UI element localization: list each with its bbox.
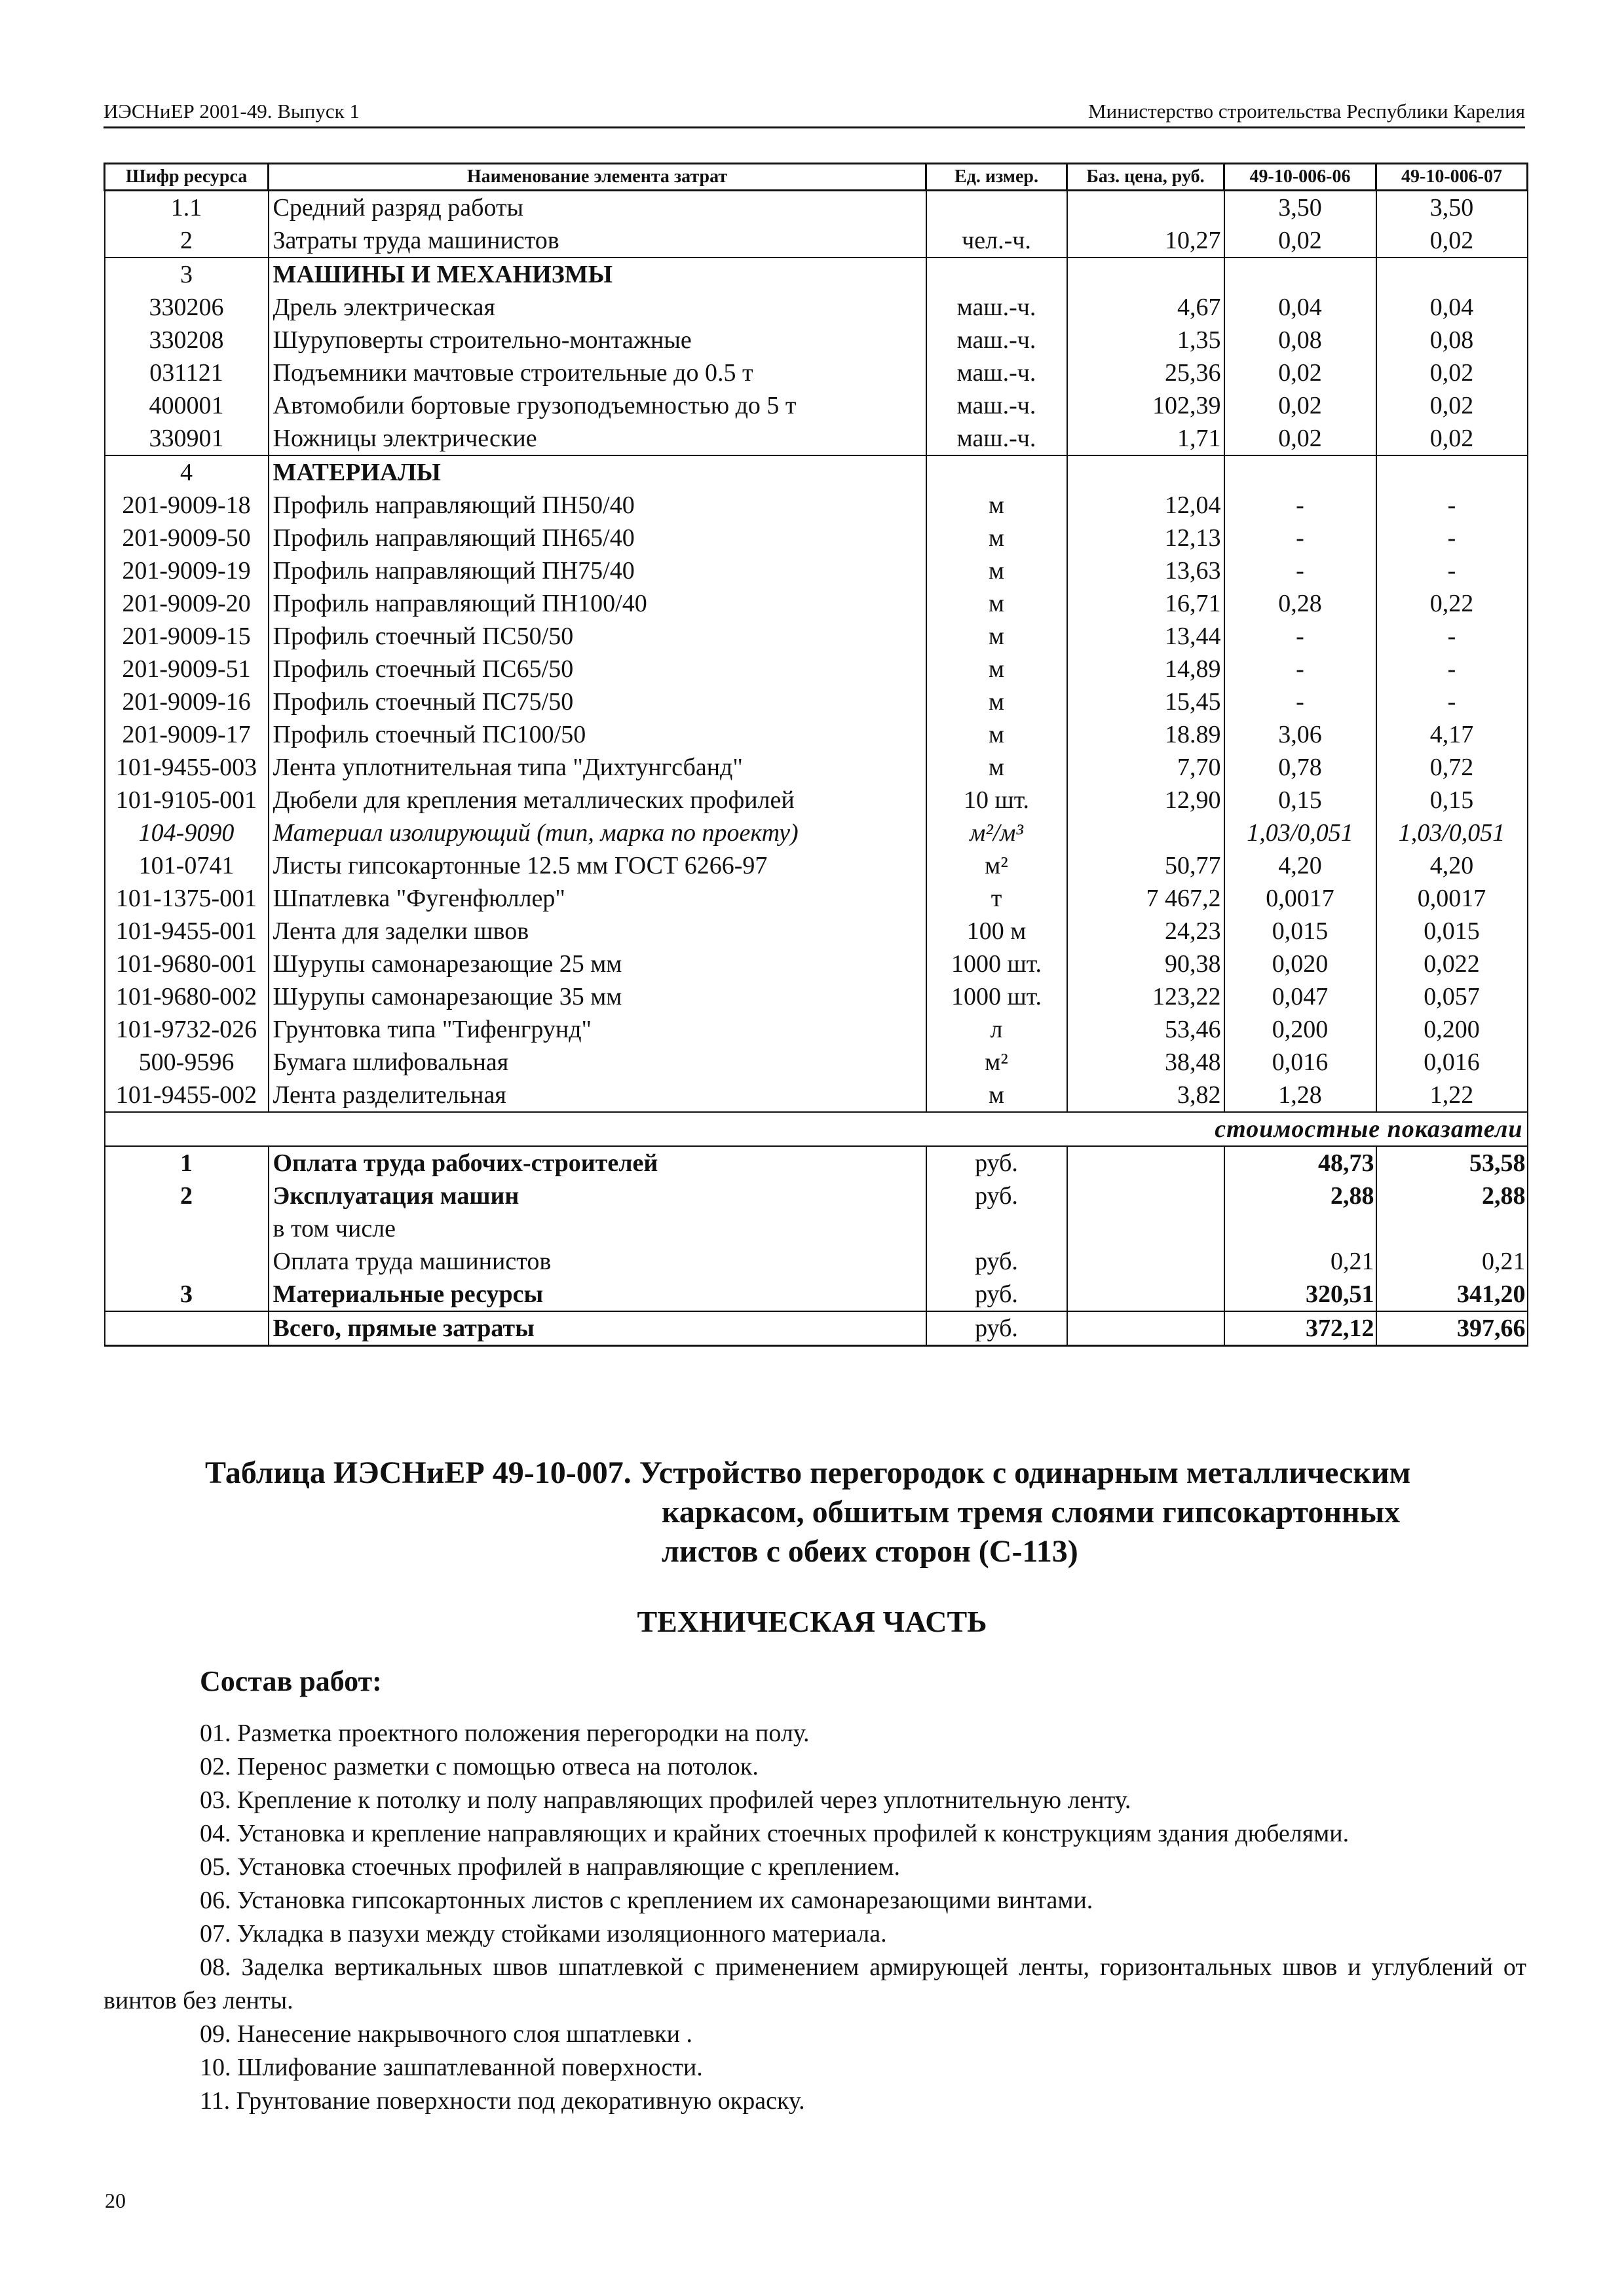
work-step: 03. Крепление к потолку и полу направляющих профилей через уплотнительную ленту. — [200, 1786, 1131, 1814]
cell-unit: маш.-ч. — [926, 356, 1067, 389]
table-row — [105, 1013, 1528, 1046]
work-step: 09. Нанесение накрывочного слоя шпатлевки . — [200, 2020, 692, 2048]
cell-v1: 0,04 — [1224, 291, 1376, 324]
cell-v2: 0,04 — [1376, 291, 1528, 324]
cell-name: Лента уплотнительная типа "Дихтунгсбанд" — [269, 751, 926, 784]
cell-price: 7,70 — [1067, 751, 1224, 784]
cell-code: 101-9732-026 — [105, 1013, 269, 1046]
cell-name: Шурупы самонарезающие 25 мм — [269, 948, 926, 980]
cell-v2 — [1376, 1212, 1528, 1245]
work-composition-heading: Состав работ: — [200, 1665, 382, 1697]
cell-price: 1,35 — [1067, 324, 1224, 356]
cell-price: 25,36 — [1067, 356, 1224, 389]
cell-name: Бумага шлифовальная — [269, 1046, 926, 1079]
section-title-line3: листов с обеих сторон (С-113) — [662, 1534, 1078, 1569]
work-step: 08. Заделка вертикальных швов шпатлевкой с применением армирующей ленты, горизонтальных швов и углублений от винтов без ленты. — [104, 1953, 1526, 2014]
cell-code: 201-9009-15 — [105, 620, 269, 653]
cost-header: стоимостные показатели — [105, 1112, 1528, 1146]
table-row — [105, 291, 1528, 324]
cell-v1 — [1224, 258, 1376, 291]
cell-name: Листы гипсокартонные 12.5 мм ГОСТ 6266-97 — [269, 849, 926, 882]
cell-unit: руб. — [926, 1146, 1067, 1180]
cell-unit: м — [926, 620, 1067, 653]
cell-name: Автомобили бортовые грузоподъемностью до 5 т — [269, 389, 926, 422]
cell-v2: - — [1376, 489, 1528, 522]
cell-code: 1.1 — [105, 191, 269, 225]
table-row — [105, 224, 1528, 258]
cell-unit: маш.-ч. — [926, 324, 1067, 356]
cell-v1: - — [1224, 522, 1376, 554]
col-header-price: Баз. цена, руб. — [1067, 164, 1224, 191]
cell-price: 123,22 — [1067, 980, 1224, 1013]
cell-unit: м — [926, 718, 1067, 751]
cell-unit: 1000 шт. — [926, 948, 1067, 980]
cell-price — [1067, 1245, 1224, 1278]
cell-v2: 341,20 — [1376, 1278, 1528, 1311]
cell-v2: 2,88 — [1376, 1180, 1528, 1212]
cell-price: 18.89 — [1067, 718, 1224, 751]
cell-v1: 0,020 — [1224, 948, 1376, 980]
cell-v1 — [1224, 1212, 1376, 1245]
cell-v1: 0,016 — [1224, 1046, 1376, 1079]
cell-v2: 0,22 — [1376, 587, 1528, 620]
table-row — [105, 389, 1528, 422]
table-row — [105, 915, 1528, 948]
cell-name: Всего, прямые затраты — [269, 1311, 926, 1346]
cell-price: 102,39 — [1067, 389, 1224, 422]
cell-v2: 1,03/0,051 — [1376, 817, 1528, 849]
cell-name: Профиль стоечный ПС75/50 — [269, 685, 926, 718]
cell-code: 3 — [105, 258, 269, 291]
col-header-v2: 49-10-006-07 — [1376, 164, 1528, 191]
cell-v2: - — [1376, 554, 1528, 587]
cell-name: Профиль направляющий ПН100/40 — [269, 587, 926, 620]
cell-name: МАТЕРИАЛЫ — [269, 455, 926, 489]
cell-price — [1067, 191, 1224, 225]
cell-name: Эксплуатация машин — [269, 1180, 926, 1212]
cell-v1: 3,06 — [1224, 718, 1376, 751]
cell-name: Шурупы самонарезающие 35 мм — [269, 980, 926, 1013]
cell-price — [1067, 1146, 1224, 1180]
cell-unit: м — [926, 1079, 1067, 1112]
cell-v2: 53,58 — [1376, 1146, 1528, 1180]
cell-price: 3,82 — [1067, 1079, 1224, 1112]
cell-v2: - — [1376, 685, 1528, 718]
cell-name: Лента для заделки швов — [269, 915, 926, 948]
cell-v1: - — [1224, 620, 1376, 653]
cell-v1: - — [1224, 489, 1376, 522]
cell-unit: м — [926, 489, 1067, 522]
cell-price: 16,71 — [1067, 587, 1224, 620]
cell-name: Дрель электрическая — [269, 291, 926, 324]
cell-code: 201-9009-18 — [105, 489, 269, 522]
cell-v1: 1,28 — [1224, 1079, 1376, 1112]
cell-code: 101-9680-002 — [105, 980, 269, 1013]
cell-name: Оплата труда рабочих-строителей — [269, 1146, 926, 1180]
cell-code: 101-9455-003 — [105, 751, 269, 784]
cost-row — [105, 1245, 1528, 1278]
cell-price — [1067, 1212, 1224, 1245]
cell-unit: 1000 шт. — [926, 980, 1067, 1013]
work-step: 04. Установка и крепление направляющих и крайних стоечных профилей к конструкциям здания дюбелями. — [200, 1820, 1350, 1847]
cell-v2: 0,057 — [1376, 980, 1528, 1013]
cell-unit: м — [926, 522, 1067, 554]
table-row — [105, 1046, 1528, 1079]
work-steps-list — [104, 1717, 1526, 2118]
cell-code: 101-9680-001 — [105, 948, 269, 980]
work-step: 10. Шлифование зашпатлеванной поверхности. — [200, 2054, 703, 2081]
cell-code: 201-9009-50 — [105, 522, 269, 554]
cell-code: 1 — [105, 1146, 269, 1180]
table-row — [105, 1079, 1528, 1112]
section-title — [205, 1453, 1535, 1571]
cell-v2: 0,08 — [1376, 324, 1528, 356]
cell-v1: 0,78 — [1224, 751, 1376, 784]
table-row — [105, 587, 1528, 620]
cell-v2: 3,50 — [1376, 191, 1528, 225]
cell-name: Шпатлевка "Фугенфюллер" — [269, 882, 926, 915]
cell-name: Шуруповерты строительно-монтажные — [269, 324, 926, 356]
cell-price: 1,71 — [1067, 422, 1224, 455]
table-row — [105, 455, 1528, 489]
cell-price — [1067, 1311, 1224, 1346]
cell-v1: 1,03/0,051 — [1224, 817, 1376, 849]
cell-v2: 0,15 — [1376, 784, 1528, 817]
work-step: 05. Установка стоечных профилей в направляющие с креплением. — [200, 1853, 900, 1881]
cell-code: 2 — [105, 1180, 269, 1212]
table-row — [105, 849, 1528, 882]
cell-v1: 0,08 — [1224, 324, 1376, 356]
work-step: 01. Разметка проектного положения перегородки на полу. — [200, 1720, 810, 1747]
cell-v1: 0,047 — [1224, 980, 1376, 1013]
col-header-v1: 49-10-006-06 — [1224, 164, 1376, 191]
table-row — [105, 324, 1528, 356]
cell-v1: - — [1224, 653, 1376, 685]
header-left: ИЭСНиЕР 2001-49. Выпуск 1 — [104, 100, 360, 123]
cell-price: 15,45 — [1067, 685, 1224, 718]
col-header-name: Наименование элемента затрат — [269, 164, 926, 191]
cell-v2: 0,02 — [1376, 224, 1528, 258]
cell-price: 7 467,2 — [1067, 882, 1224, 915]
table-row — [105, 653, 1528, 685]
cell-price: 24,23 — [1067, 915, 1224, 948]
cell-v2: 0,200 — [1376, 1013, 1528, 1046]
cell-v1: 320,51 — [1224, 1278, 1376, 1311]
cell-unit: руб. — [926, 1180, 1067, 1212]
cell-code: 101-0741 — [105, 849, 269, 882]
cell-v2: 0,0017 — [1376, 882, 1528, 915]
cell-price: 53,46 — [1067, 1013, 1224, 1046]
cell-unit: м — [926, 587, 1067, 620]
cell-unit: маш.-ч. — [926, 422, 1067, 455]
cell-v1: 0,200 — [1224, 1013, 1376, 1046]
cell-name: Профиль стоечный ПС50/50 — [269, 620, 926, 653]
cell-code: 104-9090 — [105, 817, 269, 849]
section-title-line2: каркасом, обшитым тремя слоями гипсокартонных — [662, 1495, 1401, 1529]
cell-name: Профиль направляющий ПН65/40 — [269, 522, 926, 554]
cell-code: 031121 — [105, 356, 269, 389]
cost-row — [105, 1212, 1528, 1245]
cell-price — [1067, 1180, 1224, 1212]
cell-name: Профиль направляющий ПН50/40 — [269, 489, 926, 522]
cost-row-total — [105, 1311, 1528, 1346]
cell-v2: 0,02 — [1376, 389, 1528, 422]
cell-name: Затраты труда машинистов — [269, 224, 926, 258]
cell-name: Подъемники мачтовые строительные до 0.5 т — [269, 356, 926, 389]
table-row — [105, 356, 1528, 389]
cell-v2: 397,66 — [1376, 1311, 1528, 1346]
cell-v2: 0,21 — [1376, 1245, 1528, 1278]
cell-unit — [926, 258, 1067, 291]
table-row — [105, 685, 1528, 718]
cell-v1: 0,0017 — [1224, 882, 1376, 915]
table-row — [105, 948, 1528, 980]
cost-row — [105, 1278, 1528, 1311]
header-right: Министерство строительства Республики Карелия — [1088, 100, 1525, 123]
cell-unit: маш.-ч. — [926, 291, 1067, 324]
cell-unit: 100 м — [926, 915, 1067, 948]
cell-v2: 0,015 — [1376, 915, 1528, 948]
cell-price: 50,77 — [1067, 849, 1224, 882]
cell-v1: 372,12 — [1224, 1311, 1376, 1346]
cell-unit: руб. — [926, 1245, 1067, 1278]
cell-code: 2 — [105, 224, 269, 258]
cell-code: 101-9455-002 — [105, 1079, 269, 1112]
cell-unit — [926, 191, 1067, 225]
cost-row — [105, 1180, 1528, 1212]
table-row — [105, 817, 1528, 849]
cell-unit: м — [926, 751, 1067, 784]
cell-v1: 0,28 — [1224, 587, 1376, 620]
cell-v1: 4,20 — [1224, 849, 1376, 882]
cell-price — [1067, 1278, 1224, 1311]
cell-code: 330206 — [105, 291, 269, 324]
table-row — [105, 258, 1528, 291]
cell-v1: 0,21 — [1224, 1245, 1376, 1278]
cell-name: Профиль стоечный ПС65/50 — [269, 653, 926, 685]
cell-code: 101-9455-001 — [105, 915, 269, 948]
cell-v2: 0,02 — [1376, 422, 1528, 455]
cell-code: 330208 — [105, 324, 269, 356]
cell-name: Грунтовка типа "Тифенгрунд" — [269, 1013, 926, 1046]
cell-price: 12,90 — [1067, 784, 1224, 817]
cell-v1: 0,15 — [1224, 784, 1376, 817]
cost-row — [105, 1146, 1528, 1180]
table-row — [105, 718, 1528, 751]
work-step: 06. Установка гипсокартонных листов с креплением их самонарезающими винтами. — [200, 1887, 1093, 1914]
cell-price: 12,04 — [1067, 489, 1224, 522]
cell-v1: 3,50 — [1224, 191, 1376, 225]
cell-price — [1067, 455, 1224, 489]
cell-v1: 48,73 — [1224, 1146, 1376, 1180]
cell-name: Оплата труда машинистов — [269, 1245, 926, 1278]
table-row — [105, 489, 1528, 522]
cell-v1: 2,88 — [1224, 1180, 1376, 1212]
cell-price — [1067, 817, 1224, 849]
cell-price: 10,27 — [1067, 224, 1224, 258]
cell-code: 500-9596 — [105, 1046, 269, 1079]
cell-unit: 10 шт. — [926, 784, 1067, 817]
cell-v2: 0,022 — [1376, 948, 1528, 980]
cell-v2: 0,02 — [1376, 356, 1528, 389]
cell-v2: 1,22 — [1376, 1079, 1528, 1112]
cell-name: в том числе — [269, 1212, 926, 1245]
cell-code — [105, 1212, 269, 1245]
cell-code: 101-9105-001 — [105, 784, 269, 817]
table-row — [105, 522, 1528, 554]
cell-code: 330901 — [105, 422, 269, 455]
cell-price: 38,48 — [1067, 1046, 1224, 1079]
cell-price: 4,67 — [1067, 291, 1224, 324]
cell-unit: м²/м³ — [926, 817, 1067, 849]
cell-price: 13,63 — [1067, 554, 1224, 587]
cell-unit — [926, 455, 1067, 489]
col-header-code: Шифр ресурса — [105, 164, 269, 191]
table-row — [105, 751, 1528, 784]
cell-unit: л — [926, 1013, 1067, 1046]
cell-v2 — [1376, 258, 1528, 291]
resource-table — [104, 163, 1528, 1347]
cell-unit: т — [926, 882, 1067, 915]
cell-unit: м² — [926, 849, 1067, 882]
page-number: 20 — [105, 2189, 126, 2212]
section-title-line1: Таблица ИЭСНиЕР 49-10-007. Устройство перегородок с одинарным металлическим — [205, 1455, 1411, 1490]
cell-unit: руб. — [926, 1311, 1067, 1346]
cell-code: 4 — [105, 455, 269, 489]
cell-unit: м — [926, 554, 1067, 587]
cell-v1: - — [1224, 685, 1376, 718]
cell-code: 201-9009-20 — [105, 587, 269, 620]
table-row — [105, 191, 1528, 225]
cell-v2: - — [1376, 653, 1528, 685]
cell-code: 201-9009-17 — [105, 718, 269, 751]
cell-price — [1067, 258, 1224, 291]
cell-code: 400001 — [105, 389, 269, 422]
cell-code: 201-9009-51 — [105, 653, 269, 685]
table-row — [105, 422, 1528, 455]
cell-name: Дюбели для крепления металлических профилей — [269, 784, 926, 817]
table-row — [105, 980, 1528, 1013]
table-row — [105, 620, 1528, 653]
work-step: 02. Перенос разметки с помощью отвеса на потолок. — [200, 1753, 759, 1780]
cell-unit: чел.-ч. — [926, 224, 1067, 258]
table-row — [105, 882, 1528, 915]
cell-name: Материальные ресурсы — [269, 1278, 926, 1311]
cell-price: 12,13 — [1067, 522, 1224, 554]
cell-v2: 4,20 — [1376, 849, 1528, 882]
table-header-row — [105, 164, 1528, 191]
cell-code — [105, 1311, 269, 1346]
cell-v1: 0,02 — [1224, 224, 1376, 258]
cell-v2: - — [1376, 522, 1528, 554]
cell-v2: 0,72 — [1376, 751, 1528, 784]
cell-unit — [926, 1212, 1067, 1245]
cell-unit: м — [926, 685, 1067, 718]
cell-name: Средний разряд работы — [269, 191, 926, 225]
cell-v2: - — [1376, 620, 1528, 653]
cell-price: 14,89 — [1067, 653, 1224, 685]
work-step: 07. Укладка в пазухи между стойками изоляционного материала. — [200, 1920, 887, 1948]
cell-name: Лента разделительная — [269, 1079, 926, 1112]
work-step: 11. Грунтование поверхности под декоративную окраску. — [200, 2087, 805, 2115]
cell-name: Профиль стоечный ПС100/50 — [269, 718, 926, 751]
cell-name: МАШИНЫ И МЕХАНИЗМЫ — [269, 258, 926, 291]
cell-v1: 0,02 — [1224, 422, 1376, 455]
cell-name: Профиль направляющий ПН75/40 — [269, 554, 926, 587]
col-header-unit: Ед. измер. — [926, 164, 1067, 191]
tech-part-heading: ТЕХНИЧЕСКАЯ ЧАСТЬ — [637, 1605, 987, 1638]
table-row — [105, 784, 1528, 817]
cell-unit: м² — [926, 1046, 1067, 1079]
cell-v1: 0,015 — [1224, 915, 1376, 948]
cell-name: Материал изолирующий (тип, марка по проекту) — [269, 817, 926, 849]
cell-v1 — [1224, 455, 1376, 489]
cell-code: 3 — [105, 1278, 269, 1311]
cell-unit: маш.-ч. — [926, 389, 1067, 422]
cell-price: 13,44 — [1067, 620, 1224, 653]
cell-v2: 4,17 — [1376, 718, 1528, 751]
cell-v1: 0,02 — [1224, 389, 1376, 422]
cell-v2 — [1376, 455, 1528, 489]
cell-unit: руб. — [926, 1278, 1067, 1311]
cell-unit: м — [926, 653, 1067, 685]
cell-code: 201-9009-19 — [105, 554, 269, 587]
table-row — [105, 554, 1528, 587]
header-rule — [104, 126, 1525, 128]
cell-code — [105, 1245, 269, 1278]
cell-code: 201-9009-16 — [105, 685, 269, 718]
cell-v2: 0,016 — [1376, 1046, 1528, 1079]
cell-v1: - — [1224, 554, 1376, 587]
cost-header-row — [105, 1112, 1528, 1146]
cell-price: 90,38 — [1067, 948, 1224, 980]
cell-name: Ножницы электрические — [269, 422, 926, 455]
cell-v1: 0,02 — [1224, 356, 1376, 389]
cell-code: 101-1375-001 — [105, 882, 269, 915]
